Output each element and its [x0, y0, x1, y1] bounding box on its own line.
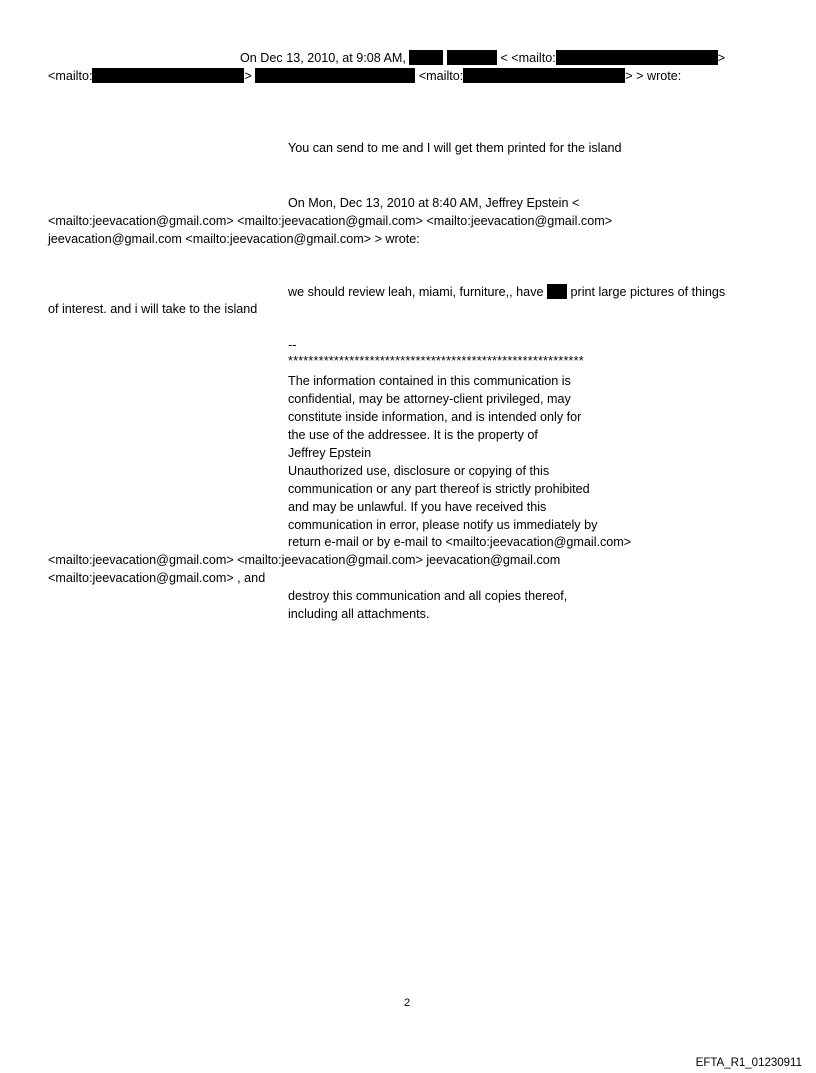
redaction-box: [92, 68, 244, 83]
redaction-box: [463, 68, 625, 83]
header-line-1: [240, 49, 725, 67]
redaction-box: [556, 50, 718, 65]
mailto-gt: >: [244, 69, 252, 83]
signature-wrap-line-1: <mailto:jeevacation@gmail.com> <mailto:jeevacation@gmail.com> jeevacation@gmail.com: [48, 553, 561, 567]
original-text-b: print large pictures of things: [570, 285, 726, 299]
page-number: 2: [404, 997, 411, 1009]
redaction-box: [255, 68, 415, 83]
quoted-header-line-2: <mailto:jeevacation@gmail.com> <mailto:jeevacation@gmail.com> <mailto:jeevacation@gmail.com>: [48, 214, 613, 228]
signature-line: Unauthorized use, disclosure or copying of this: [288, 464, 550, 478]
original-text-a: we should review leah, miami, furniture,, have: [288, 285, 544, 299]
header-prefix: On Dec 13, 2010, at 9:08 AM,: [240, 51, 406, 65]
signature-line: return e-mail or by e-mail to <mailto:jeevacation@gmail.com>: [288, 535, 632, 549]
redaction-box: [409, 50, 443, 65]
signature-line: The information contained in this communication is: [288, 374, 571, 388]
quoted-header-line-3: jeevacation@gmail.com <mailto:jeevacation@gmail.com> > wrote:: [48, 232, 420, 246]
signature-line: communication in error, please notify us immediately by: [288, 518, 598, 532]
signature-line: constitute inside information, and is intended only for: [288, 410, 582, 424]
mailto-label: <mailto:: [418, 69, 464, 83]
header-mailto-open: < <mailto:: [500, 51, 556, 65]
signature-line: communication or any part thereof is strictly prohibited: [288, 482, 590, 496]
quoted-header-line-1: On Mon, Dec 13, 2010 at 8:40 AM, Jeffrey Epstein <: [288, 196, 580, 210]
document-id: EFTA_R1_01230911: [695, 1057, 802, 1069]
original-line-2: of interest. and i will take to the island: [48, 302, 258, 316]
signature-line: and may be unlawful. If you have received this: [288, 500, 547, 514]
signature-wrap-line-2: <mailto:jeevacation@gmail.com> , and: [48, 571, 266, 585]
signature-line: confidential, may be attorney-client privileged, may: [288, 392, 571, 406]
header-wrote: > > wrote:: [625, 69, 682, 83]
redaction-box: [547, 284, 567, 299]
signature-end-line-2: including all attachments.: [288, 607, 430, 621]
signature-line: Jeffrey Epstein: [288, 446, 372, 460]
signature-stars: **********************************************************: [288, 354, 584, 368]
header-gt: >: [717, 51, 726, 65]
redaction-box: [447, 50, 497, 65]
header-line-2: [48, 67, 681, 85]
signature-dashes: --: [288, 338, 297, 352]
reply-text: You can send to me and I will get them printed for the island: [288, 141, 622, 155]
signature-line: the use of the addressee. It is the property of: [288, 428, 538, 442]
signature-end-line-1: destroy this communication and all copies thereof,: [288, 589, 568, 603]
original-line-1: [288, 283, 725, 301]
mailto-label: <mailto:: [48, 69, 93, 83]
